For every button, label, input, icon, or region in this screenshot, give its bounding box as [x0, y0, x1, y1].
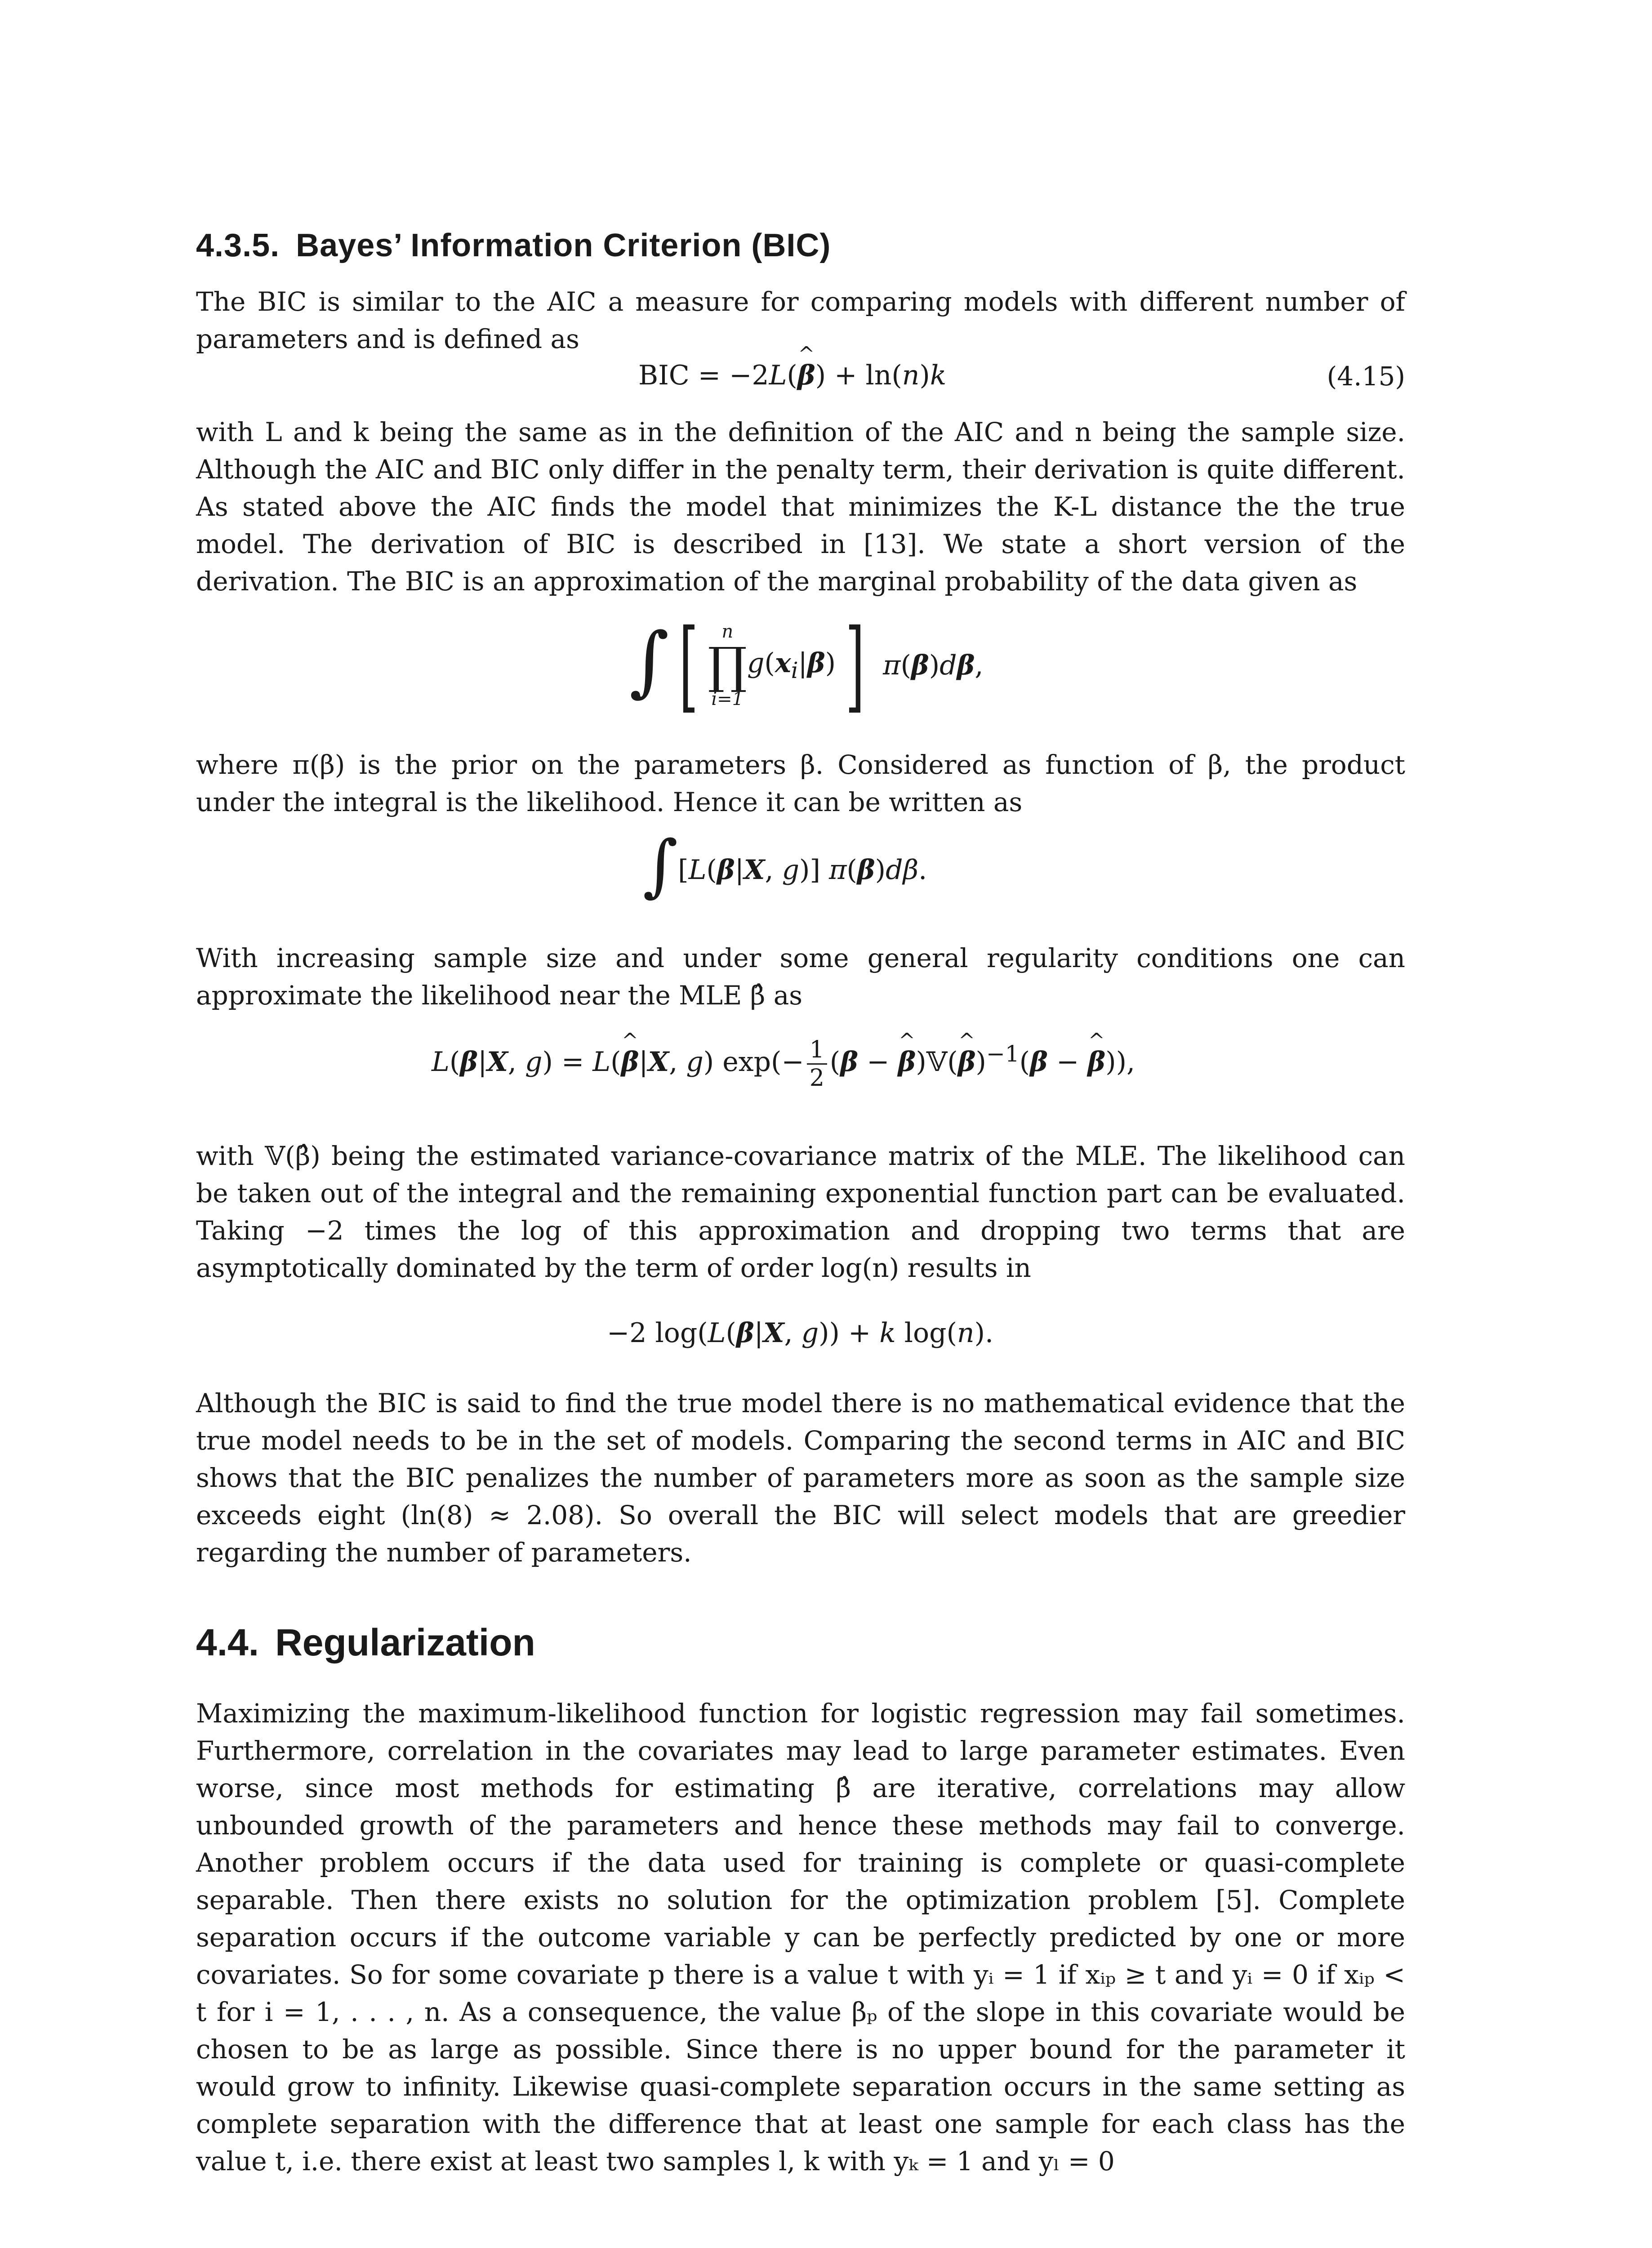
- subsection-number: 4.3.5.: [196, 227, 280, 263]
- equation-marginal-integral: ∫[ n ∏ i=1 $g(x_i|\beta)$] π(β)dβ,: [629, 608, 984, 723]
- paragraph-approximation: With increasing sample size and under some general regularity conditions one can approximate the likelihood near the MLE β̂ as: [196, 943, 1405, 1011]
- paragraph-regularization: Maximizing the maximum-likelihood function for logistic regression may fail sometimes. Furthermore, correlation in the covariates may lead to large parameter estimates. Even worse, since most methods for estimating β̂ are iterative, correlations may allow unbounded growth of the parameters and hence these methods may fail to converge. Another problem occurs if the data used for training is complete or quasi-complete separable. Then there exists no solution for the optimization problem [5]. Complete separation occurs if the outcome variable y can be perfectly predicted by one or more covariates. So for some covariate p there is a value t with yᵢ = 1 if xᵢₚ ≥ t and yᵢ = 0 if xᵢₚ < t for i = 1, . . . , n. As a consequence, the value βₚ of the slope in this covariate would be chosen to be as large as possible. Since there is no upper bound for the parameter it would grow to infinity. Likewise quasi-complete separation occurs in the same setting as complete separation with the difference that at least one sample for each class has the value t, i.e. there exist at least two samples l, k with yₖ = 1 and yₗ = 0: [196, 1698, 1405, 2177]
- equation-number: (4.15): [1327, 361, 1405, 392]
- equation-log-likelihood: −2 log(L(β|X, g)) + k log(n).: [607, 1317, 994, 1349]
- paragraph-bic-conclusion: Although the BIC is said to find the true model there is no mathematical evidence that the true model needs to be in the set of models. Comparing the second terms in AIC and BIC shows that the BIC penalizes the number of parameters more as soon as the sample size exceeds eight (ln(8) ≈ 2.08). So overall the BIC will select models that are greedier regarding the number of parameters.: [196, 1388, 1405, 1568]
- subsection-heading: [196, 227, 831, 264]
- paragraph-bic-derivation: with L and k being the same as in the definition of the AIC and n being the sample size. Although the AIC and BIC only differ in the penalty term, their derivation is quite different. As stated above the AIC finds the model that minimizes the K-L distance the the true model. The derivation of BIC is described in [13]. We state a short version of the derivation. The BIC is an approximation of the marginal probability of the data given as: [196, 417, 1405, 597]
- section-number: 4.4.: [196, 1621, 259, 1664]
- section-heading: [196, 1621, 535, 1664]
- section-title: Regularization: [275, 1621, 535, 1664]
- paragraph-variance: with 𝕍(β̂) being the estimated variance-covariance matrix of the MLE. The likelihood can be taken out of the integral and the remaining exponential function part can be evaluated. Taking −2 times the log of this approximation and dropping two terms that are asymptotically dominated by the term of order log(n) results in: [196, 1141, 1405, 1283]
- paragraph-bic-intro: The BIC is similar to the AIC a measure for comparing models with different number of parameters and is defined as: [196, 286, 1405, 354]
- subsection-title: Bayes’ Information Criterion (BIC): [296, 227, 831, 263]
- equation-likelihood-integral: ∫[L(β|X, g)] π(β)dβ.: [643, 826, 927, 905]
- equation-likelihood-approx: L(β|X, g) = L(^ β|X, g) exp(− $\frac{1}{2}$ (β − ^ β)𝕍(^ β)$^{-1}$(β − ^ β)),: [432, 1036, 1135, 1092]
- equation-bic: BIC = −2L(^ β) + ln(n)k: [638, 360, 946, 391]
- paragraph-prior: where π(β) is the prior on the parameters β. Considered as function of β, the product under the integral is the likelihood. Hence it can be written as: [196, 749, 1405, 817]
